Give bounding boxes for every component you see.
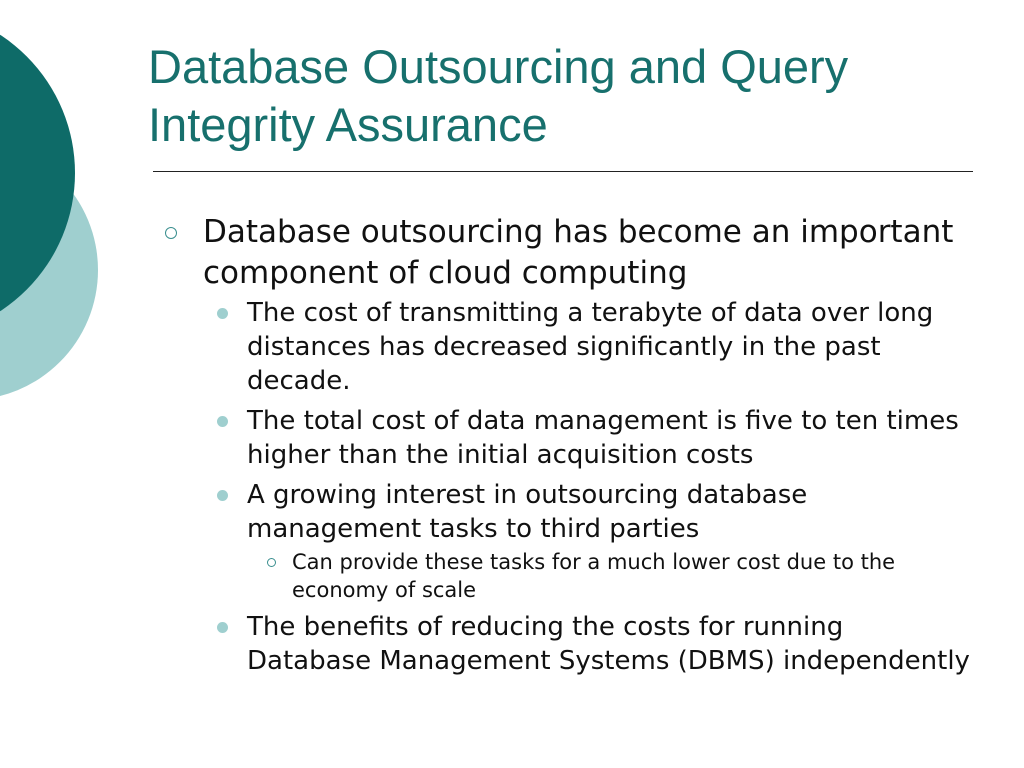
bullet-level1-cloud-outsourcing [160,212,970,678]
bullet-text: A growing interest in outsourcing database management tasks to third parties [247,480,808,544]
bullet-text: Database outsourcing has become an important component of cloud computing [203,214,954,291]
sub-sub-bullet-list [247,548,970,604]
bullet-level2-third-parties [203,478,970,604]
slide-title: Database Outsourcing and Query Integrity Assurance [148,40,849,151]
title-divider [153,171,973,172]
bullet-level2-management-cost [203,404,970,472]
filled-circle-bullet-icon [217,416,228,427]
bullet-level2-dbms-benefits [203,610,970,678]
filled-circle-bullet-icon [217,622,228,633]
sub-bullet-list [203,296,970,678]
filled-circle-bullet-icon [217,308,228,319]
hollow-circle-bullet-icon [165,227,177,239]
bullet-text: The benefits of reducing the costs for running Database Management Systems (DBMS) independently [247,612,970,676]
bullet-level3-economy-of-scale [247,548,970,604]
bullet-text: Can provide these tasks for a much lower cost due to the economy of scale [292,550,896,602]
bullet-text: The total cost of data management is five to ten times higher than the initial acquisition costs [247,406,959,470]
bullet-level2-transmission-cost [203,296,970,398]
slide-content [160,212,970,684]
filled-circle-bullet-icon [217,490,228,501]
hollow-circle-bullet-icon [267,558,276,567]
bullet-text: The cost of transmitting a terabyte of data over long distances has decreased significantly in the past decade. [247,298,934,396]
